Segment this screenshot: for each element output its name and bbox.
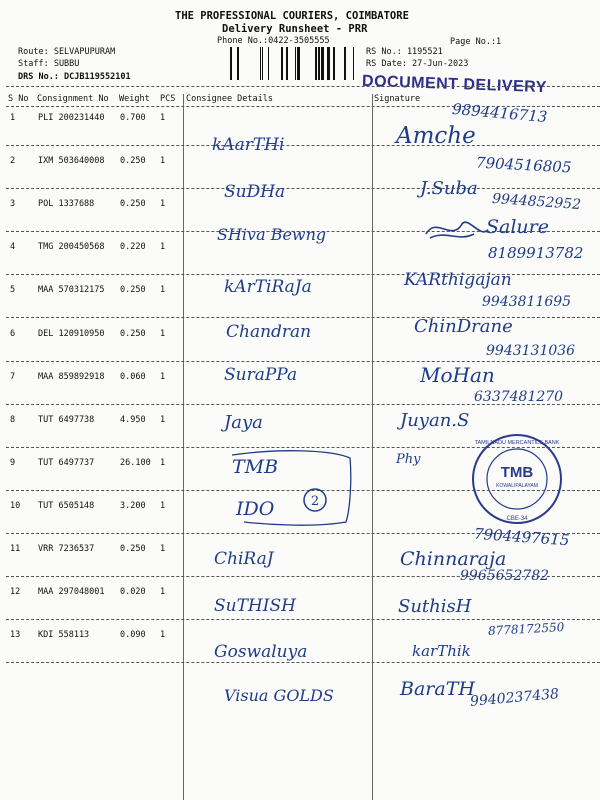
row-sno: 2 [10,156,16,166]
row-weight: 0.250 [120,329,146,339]
phone-handwriting: 9894416713 [451,99,549,127]
consignee-handwriting: SuTHISH [214,596,296,616]
header-rule-top [6,86,600,87]
row-consignment-no: DEL 120910950 [38,329,105,339]
barcode-bar [321,47,324,80]
seal-branch: KOWALIPALAYAM [496,483,538,489]
bracket-mark [222,440,357,530]
signature-handwriting: Chinnaraja [400,548,507,570]
row-sno: 11 [10,544,21,554]
barcode-bar [318,47,320,80]
row-consignment-no: POL 1337688 [38,199,95,209]
row-consignment-no: TMG 200450568 [38,242,105,252]
row-sno: 10 [10,501,21,511]
row-sno: 8 [10,415,16,425]
row-pcs: 1 [160,285,166,295]
signature-handwriting: Juyan.S [400,410,470,431]
consignee-handwriting: ChiRaJ [214,549,274,569]
signature-handwriting: MoHan [420,363,495,387]
seal-code: CBE-34 [506,516,528,522]
barcode-bar [260,47,261,80]
page-number: Page No.:1 [450,37,502,47]
col-header-consignee: Consignee Details [186,94,273,104]
consignee-handwriting: SuDHa [224,182,286,202]
phone-handwriting: 6337481270 [474,389,564,405]
row-weight: 0.250 [120,285,146,295]
sheet-title: Delivery Runsheet - PRR [222,23,368,35]
barcode-bar [237,47,239,80]
col-header-weight: Weight [119,94,150,104]
barcode-bar [315,47,317,80]
phone-handwriting: 7904516805 [475,153,572,177]
col-header-sno: S No [8,94,29,104]
row-sno: 5 [10,285,16,295]
seal-logo: TMB [500,464,534,481]
phone-handwriting: 7904497615 [473,524,570,550]
row-sno: 4 [10,242,16,252]
row-divider [6,662,600,663]
row-divider [6,145,600,146]
consignee-handwriting: Goswaluya [214,642,308,662]
company-name: THE PROFESSIONAL COURIERS, COIMBATORE [175,10,409,22]
phone-number: Phone No.:0422-3505555 [217,36,330,46]
col-header-consignment: Consignment No [37,94,109,104]
signature-handwriting: KARthigajan [404,270,512,290]
rs-date: RS Date: 27-Jun-2023 [366,59,469,69]
consignee-handwriting: IDO [236,498,275,520]
consignee-handwriting: Visua GOLDS [224,686,334,705]
barcode-bar [327,47,330,80]
row-consignment-no: TUT 6497737 [38,458,95,468]
staff-label: Staff: SUBBU [18,59,80,69]
row-consignment-no: MAA 859892918 [38,372,105,382]
row-consignment-no: PLI 200231440 [38,113,105,123]
signature-scribble [422,212,492,246]
route-label: Route: SELVAPUPURAM [18,47,116,57]
row-pcs: 1 [160,544,166,554]
barcode-bar [230,47,232,80]
rs-number: RS No.: 1195521 [366,47,443,57]
row-sno: 12 [10,587,21,597]
row-weight: 0.700 [120,113,146,123]
row-pcs: 1 [160,113,166,123]
row-weight: 3.200 [120,501,146,511]
barcode-bar [295,47,296,80]
row-weight: 0.250 [120,156,146,166]
consignee-handwriting: kAarTHi [212,135,285,155]
row-consignment-no: TUT 6505148 [38,501,95,511]
row-weight: 0.220 [120,242,146,252]
row-divider [6,361,600,362]
phone-handwriting: 8189913782 [488,244,584,262]
barcode-bar [286,47,288,80]
row-pcs: 1 [160,199,166,209]
phone-handwriting: 8778172550 [487,620,565,638]
signature-handwriting: BaraTH [400,678,475,700]
circled-pieces-count: 2 [310,494,320,509]
signature-handwriting: SuthisH [398,596,472,617]
consignee-handwriting: Chandran [226,322,312,342]
barcode-bar [268,47,269,80]
row-sno: 9 [10,458,16,468]
row-weight: 26.100 [120,458,151,468]
phone-handwriting: 9965652782 [460,568,550,584]
row-pcs: 1 [160,372,166,382]
row-pcs: 1 [160,630,166,640]
row-sno: 6 [10,329,16,339]
bank-seal [470,432,564,526]
row-pcs: 1 [160,587,166,597]
signature-handwriting: karThik [412,642,471,660]
row-consignment-no: MAA 570312175 [38,285,105,295]
row-sno: 7 [10,372,16,382]
row-sno: 13 [10,630,21,640]
col-header-signature: Signature [374,94,421,104]
signature-handwriting: Salure [486,216,549,238]
consignee-handwriting: kArTiRaJa [224,277,312,297]
row-weight: 0.060 [120,372,146,382]
row-sno: 1 [10,113,16,123]
row-weight: 0.020 [120,587,146,597]
consignee-handwriting: SHiva Bewng [217,225,327,244]
phone-handwriting: 9943131036 [486,343,576,359]
row-consignment-no: KDI 558113 [38,630,90,640]
barcode-bar [262,47,263,80]
barcode-bar [353,47,354,80]
consignee-handwriting: TMB [232,456,279,478]
row-pcs: 1 [160,329,166,339]
row-consignment-no: IXM 503640008 [38,156,105,166]
document-delivery-stamp: DOCUMENT DELIVERY [361,72,548,97]
barcode-bar [281,47,283,80]
row-weight: 0.250 [120,199,146,209]
seal-name: TAMILNADU MERCANTILE BANK [474,440,560,446]
phone-handwriting: 9943811695 [482,294,572,310]
row-pcs: 1 [160,242,166,252]
col-header-pcs: PCS [160,94,176,104]
row-pcs: 1 [160,415,166,425]
row-divider [6,619,600,620]
row-sno: 3 [10,199,16,209]
consignee-handwriting: SuraPPa [224,365,298,385]
row-pcs: 1 [160,501,166,511]
row-weight: 4.950 [120,415,146,425]
consignee-handwriting: Jaya [224,412,263,433]
signature-handwriting: Amche [396,123,476,149]
row-pcs: 1 [160,156,166,166]
barcode [230,47,356,80]
signature-handwriting: Phy [396,452,421,467]
phone-handwriting: 9944852952 [491,190,582,214]
signature-handwriting: J.Suba [420,178,478,199]
phone-handwriting: 9940237438 [469,686,560,710]
signature-handwriting: ChinDrane [414,316,513,337]
row-divider [6,188,600,189]
barcode-bar [344,47,346,80]
row-consignment-no: TUT 6497738 [38,415,95,425]
row-weight: 0.250 [120,544,146,554]
row-consignment-no: VRR 7236537 [38,544,95,554]
drs-number: DRS No.: DCJB119552101 [18,72,131,82]
barcode-bar [333,47,335,80]
row-weight: 0.090 [120,630,146,640]
row-pcs: 1 [160,458,166,468]
row-consignment-no: MAA 297048001 [38,587,105,597]
barcode-bar [297,47,300,80]
